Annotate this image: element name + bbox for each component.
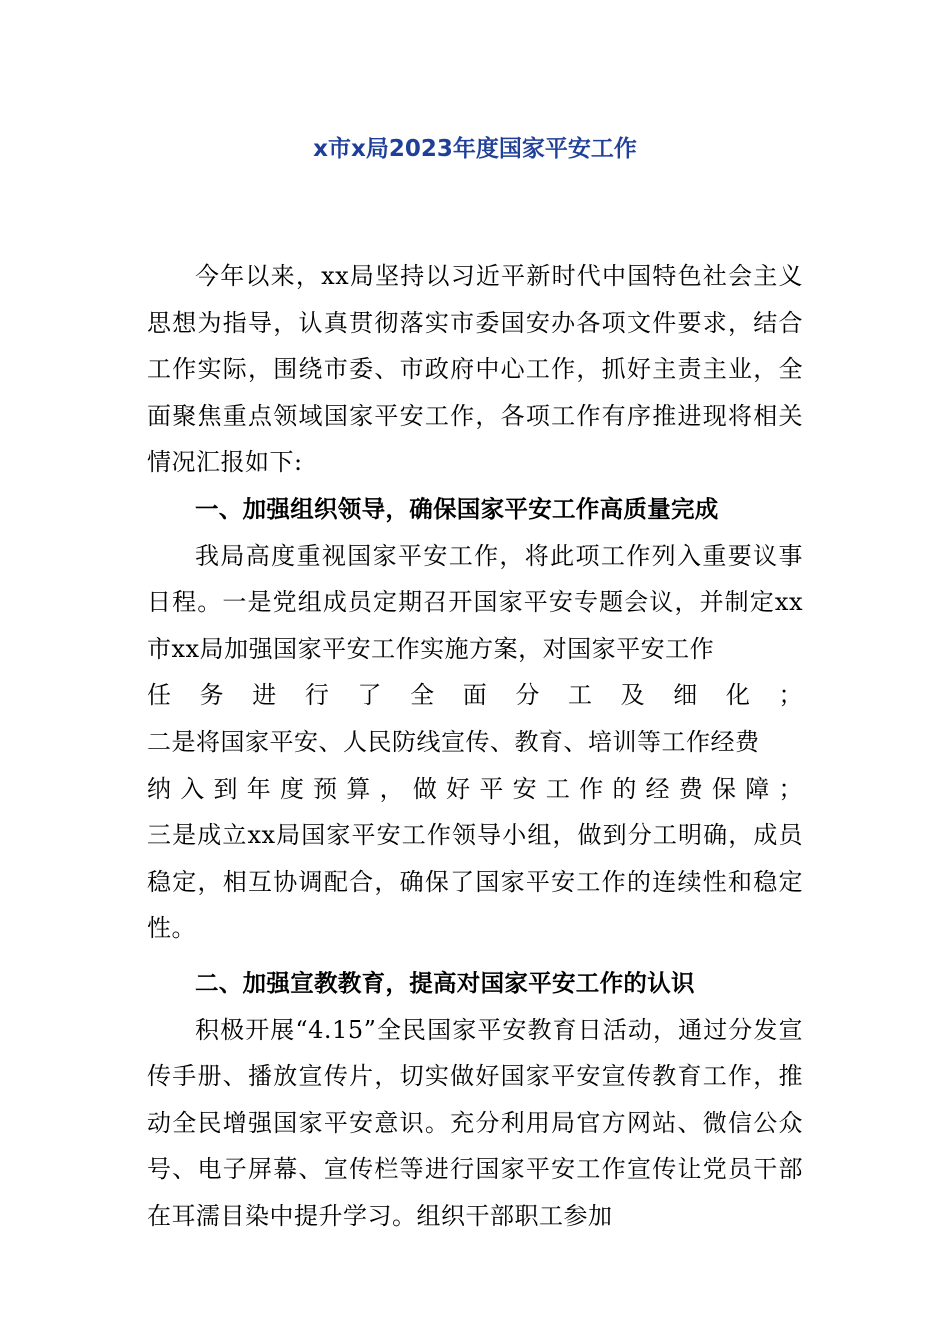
section-1-text-d: 纳入到年度预算，做好平安工作的经费保障； (147, 774, 803, 803)
section-2-paragraph: 积极开展“4.15”全民国家平安教育日活动，通过分发宣传手册、播放宣传片，切实做好国家平安宣传教育工作，推动全民增强国家平安意识。充分利用局官方网站、微信公众号、电子屏幕、宣传栏等进行国家平安工作宣传让党员干部在耳濡目染中提升学习。组织干部职工参加 (147, 1015, 803, 1230)
section-2-heading: 二、加强宣教教育，提高对国家平安工作的认识 (195, 968, 695, 997)
section-1-text-a: 我局高度重视国家平安工作，将此项工作列入重要议事日程。一是党组成员定期召开国家平安专题会议，并制定xx市xx局加强国家平安工作实施方案，对国家平安工作 (147, 541, 803, 663)
section-1-text-c: 二是将国家平安、人民防线宣传、教育、培训等工作经费 (147, 727, 760, 756)
section-1-text-e: 三是成立xx局国家平安工作领导小组，做到分工明确，成员稳定，相互协调配合，确保了国家平安工作的连续性和稳定性。 (147, 821, 803, 943)
section-1-paragraph (147, 533, 803, 952)
section-1-text-b: 任务进行了全面分工及细化； (147, 681, 803, 710)
document-body (147, 253, 803, 1239)
section-1-heading: 一、加强组织领导，确保国家平安工作高质量完成 (195, 494, 719, 523)
intro-paragraph: 今年以来，xx局坚持以习近平新时代中国特色社会主义思想为指导，认真贯彻落实市委国安办各项文件要求，结合工作实际，围绕市委、市政府中心工作，抓好主责主业，全面聚焦重点领域国家平安工作，各项工作有序推进现将相关情况汇报如下: (147, 262, 803, 477)
document-title: x市x局2023年度国家平安工作 (313, 136, 637, 162)
